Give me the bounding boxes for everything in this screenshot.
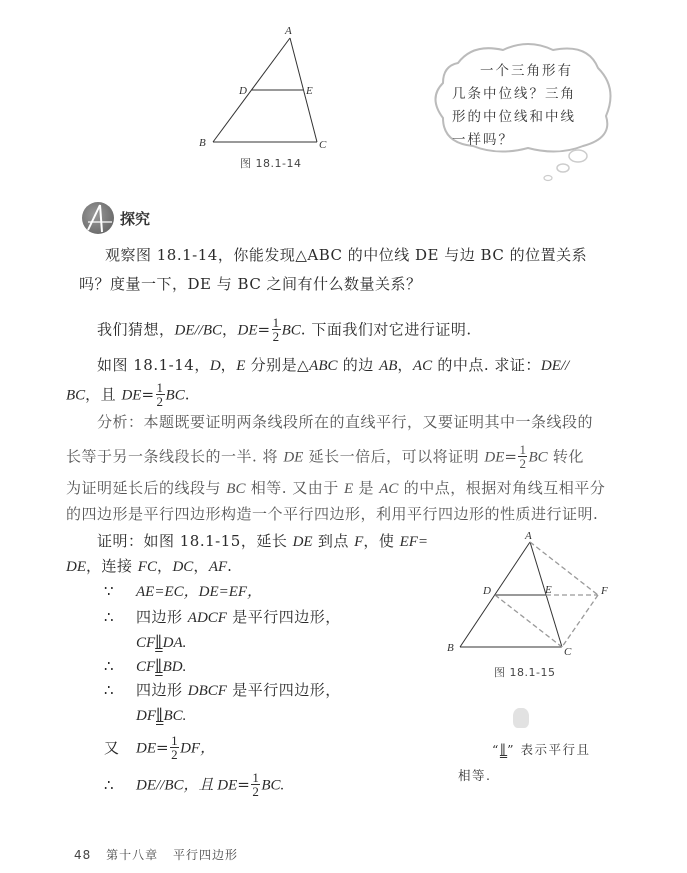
- parallel-equal-symbol: ∥: [155, 657, 163, 675]
- label-f: F: [601, 585, 608, 597]
- page-number: 48: [74, 848, 92, 862]
- bubble-line-1: 一个三角形有: [480, 63, 573, 79]
- label-b: B: [199, 137, 206, 149]
- analysis-line-3: 为证明延长后的线段与 BC 相等. 又由于 E 是 AC 的中点，根据对角线互相平分: [66, 479, 606, 497]
- side-note: “∥” 表示平行且 相等.: [458, 742, 591, 783]
- proof-step-8: ∴ DE//BC，且 DE= $\frac{1}{2}$ BC.: [104, 770, 285, 799]
- label-b: B: [447, 642, 454, 654]
- figure-15-caption: 图 18.1-15: [494, 666, 556, 679]
- label-a: A: [285, 25, 292, 37]
- therefore-symbol: ∴: [104, 681, 115, 699]
- chapter-title: 平行四边形: [172, 848, 238, 862]
- fraction-one-half: $\frac{1}{2}$: [519, 442, 527, 471]
- problem-line-2: BC，且 DE= $\frac{1}{2}$ BC.: [66, 380, 190, 409]
- explore-compass-icon: [82, 202, 114, 234]
- parallel-equal-symbol: ∥: [156, 706, 164, 724]
- fraction-one-half: $\frac{1}{2}$: [252, 770, 260, 799]
- hand-icon: [513, 708, 529, 728]
- proof-step-1: ∵ AE=EC，DE=EF，: [104, 582, 263, 600]
- chapter-label: 第十八章: [106, 848, 159, 862]
- bubble-line-3: 形的中位线和中线: [452, 109, 576, 125]
- proof-line-1: 证明：如图 18.1-15，延长 DE 到点 F，使 EF=: [97, 532, 429, 550]
- figure-18-1-15: [445, 530, 645, 660]
- therefore-symbol: ∴: [104, 608, 115, 626]
- parallelogram-construction-diagram: [445, 530, 645, 660]
- proof-step-7: 又 DE= $\frac{1}{2}$ DF，: [104, 733, 216, 762]
- proof-step-6: DF∥BC.: [136, 706, 187, 724]
- analysis-line-2: 长等于另一条线段长的一半. 将 DE 延长一倍后，可以将证明 DE= $\frac{1}{2}$ BC 转化: [66, 442, 584, 471]
- fraction-one-half: $\frac{1}{2}$: [156, 380, 164, 409]
- label-c: C: [319, 139, 327, 151]
- label-d: D: [483, 585, 491, 597]
- proof-step-4: ∴ CF∥BD.: [104, 657, 187, 675]
- parallel-equal-symbol: ∥: [499, 742, 508, 757]
- proof-step-5: ∴ 四边形 DBCF 是平行四边形，: [104, 681, 341, 699]
- label-a: A: [525, 530, 532, 542]
- explore-paragraph-line-2: 吗？度量一下，DE 与 BC 之间有什么数量关系？: [79, 275, 422, 293]
- bubble-line-4: 一样吗？: [452, 132, 514, 148]
- thought-bubble: [428, 38, 618, 188]
- problem-line-1: 如图 18.1-14，D，E 分别是△ABC 的边 AB，AC 的中点. 求证：DE//: [97, 356, 570, 374]
- page-footer: [74, 846, 238, 863]
- also-symbol: 又: [104, 738, 120, 757]
- therefore-symbol: ∴: [104, 657, 115, 675]
- explore-paragraph-line-1: 观察图 18.1-14，你能发现△ABC 的中位线 DE 与边 BC 的位置关系: [105, 246, 588, 264]
- fraction-one-half: $\frac{1}{2}$: [171, 733, 179, 762]
- label-e: E: [545, 584, 552, 596]
- analysis-line-1: 分析：本题既要证明两条线段所在的直线平行，又要证明其中一条线段的: [97, 413, 594, 431]
- figure-18-1-14: [195, 22, 345, 172]
- proof-step-3: CF∥DA.: [136, 633, 187, 651]
- label-e: E: [306, 85, 313, 97]
- label-d: D: [239, 85, 247, 97]
- figure-14-caption: 图 18.1-14: [240, 157, 302, 170]
- label-c: C: [564, 646, 572, 658]
- conjecture-line: 我们猜想，DE//BC，DE= $\frac{1}{2}$ BC. 下面我们对它进行证明.: [97, 315, 472, 344]
- explore-title: 探究: [120, 209, 151, 228]
- parallel-equal-symbol: ∥: [155, 633, 163, 651]
- proof-step-2: ∴ 四边形 ADCF 是平行四边形，: [104, 608, 341, 626]
- analysis-line-4: 的四边形是平行四边形构造一个平行四边形，利用平行四边形的性质进行证明.: [66, 505, 599, 523]
- fraction-one-half: $\frac{1}{2}$: [272, 315, 280, 344]
- proof-line-2: DE，连接 FC，DC，AF.: [66, 557, 233, 575]
- bubble-line-2: 几条中位线？三角: [452, 86, 576, 102]
- therefore-symbol: ∴: [104, 775, 115, 794]
- explore-header: [82, 200, 150, 236]
- triangle-abc-diagram: [195, 22, 345, 172]
- because-symbol: ∵: [104, 582, 115, 600]
